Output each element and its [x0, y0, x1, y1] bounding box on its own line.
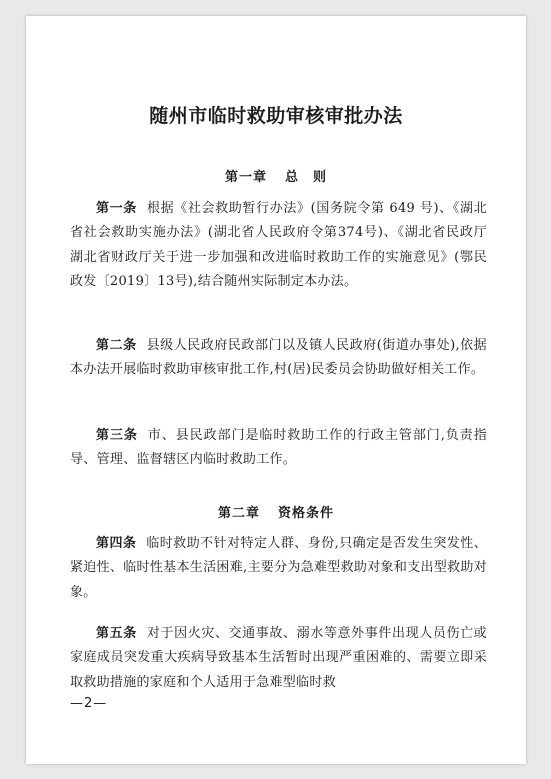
chapter-name: 资格条件 — [278, 506, 335, 521]
article-label: 第四条 — [96, 536, 137, 551]
article-1 — [70, 197, 487, 294]
article-4 — [70, 532, 487, 605]
chapter-number: 第二章 — [217, 506, 260, 521]
chapter-name: 总 则 — [285, 170, 328, 185]
article-text: 对于因火灾、交通事故、溺水等意外事件出现人员伤亡或家庭成员突发重大疾病导致基本生活暂时出现严重困难的、需要立即采取救助措施的家庭和个人适用于急难型临时救 — [70, 626, 487, 690]
document-page — [26, 16, 526, 764]
article-text: 根据《社会救助暂行办法》(国务院令第 649 号)、《湖北省社会救助实施办法》(湖北省人民政府令第374号)、《湖北省民政厅 湖北省财政厅关于进一步加强和改进临时救助工作的实施意见》(鄂民政发〔2019〕13号),结合随州实际制定本办法。 — [70, 201, 487, 289]
page-number: —2— — [70, 696, 108, 711]
article-3 — [70, 424, 487, 473]
article-label: 第五条 — [96, 626, 137, 641]
article-5 — [70, 622, 487, 695]
article-label: 第一条 — [96, 201, 137, 216]
article-text: 县级人民政府民政部门以及镇人民政府(街道办事处),依据本办法开展临时救助审核审批工作,村(居)民委员会协助做好相关工作。 — [70, 338, 487, 378]
article-text: 临时救助不针对特定人群、身份,只确定是否发生突发性、紧迫性、临时性基本生活困难,主要分为急难型救助对象和支出型救助对象。 — [70, 536, 488, 600]
article-label: 第二条 — [96, 338, 137, 353]
document-title: 随州市临时救助审核审批办法 — [149, 105, 403, 127]
article-2 — [70, 334, 487, 383]
article-label: 第三条 — [96, 428, 138, 443]
chapter-number: 第一章 — [224, 170, 267, 185]
chapter-heading-1 — [26, 166, 526, 185]
article-text: 市、县民政部门是临时救助工作的行政主管部门,负责指导、管理、监督辖区内临时救助工作。 — [70, 428, 487, 468]
chapter-heading-2 — [26, 502, 526, 521]
